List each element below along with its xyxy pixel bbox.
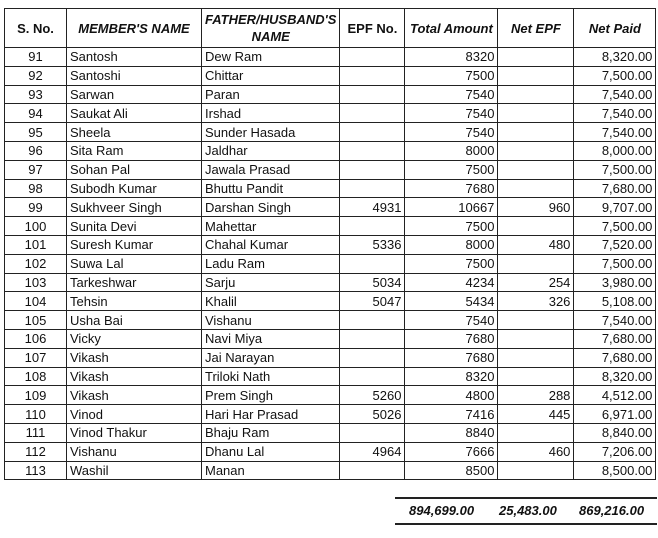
cell-sn: 91: [5, 48, 67, 67]
cell-sn: 100: [5, 217, 67, 236]
cell-sn: 106: [5, 329, 67, 348]
cell-net-paid: 7,540.00: [574, 123, 656, 142]
cell-member-name: Vinod: [67, 405, 202, 424]
table-row: [5, 461, 656, 480]
cell-epf-no: 5034: [340, 273, 405, 292]
cell-epf-no: [340, 48, 405, 67]
cell-epf-no: [340, 217, 405, 236]
cell-total-amount: 7680: [405, 329, 498, 348]
table-row: [5, 386, 656, 405]
cell-net-epf: 326: [498, 292, 574, 311]
cell-net-paid: 6,971.00: [574, 405, 656, 424]
cell-sn: 104: [5, 292, 67, 311]
cell-net-epf: [498, 85, 574, 104]
cell-net-epf: [498, 367, 574, 386]
cell-sn: 107: [5, 348, 67, 367]
cell-epf-no: [340, 66, 405, 85]
table-row: [5, 423, 656, 442]
cell-member-name: Vishanu: [67, 442, 202, 461]
table-row: [5, 254, 656, 273]
header-epf-no: EPF No.: [340, 9, 405, 48]
cell-net-paid: 7,680.00: [574, 348, 656, 367]
cell-net-epf: 445: [498, 405, 574, 424]
cell-total-amount: 7680: [405, 179, 498, 198]
cell-father-husband-name: Sarju: [202, 273, 340, 292]
cell-sn: 92: [5, 66, 67, 85]
cell-sn: 101: [5, 235, 67, 254]
cell-net-paid: 7,540.00: [574, 311, 656, 330]
cell-epf-no: [340, 311, 405, 330]
cell-epf-no: [340, 160, 405, 179]
cell-sn: 95: [5, 123, 67, 142]
cell-sn: 97: [5, 160, 67, 179]
cell-epf-no: [340, 85, 405, 104]
cell-member-name: Tehsin: [67, 292, 202, 311]
cell-epf-no: 5336: [340, 235, 405, 254]
cell-member-name: Sunita Devi: [67, 217, 202, 236]
cell-sn: 96: [5, 141, 67, 160]
cell-total-amount: 8320: [405, 367, 498, 386]
cell-father-husband-name: Mahettar: [202, 217, 340, 236]
cell-sn: 105: [5, 311, 67, 330]
cell-father-husband-name: Jaldhar: [202, 141, 340, 160]
table-row: [5, 329, 656, 348]
cell-net-paid: 5,108.00: [574, 292, 656, 311]
table-row: [5, 367, 656, 386]
cell-net-epf: [498, 160, 574, 179]
cell-father-husband-name: Bhaju Ram: [202, 423, 340, 442]
cell-epf-no: 4964: [340, 442, 405, 461]
cell-father-husband-name: Darshan Singh: [202, 198, 340, 217]
cell-net-epf: 254: [498, 273, 574, 292]
cell-sn: 109: [5, 386, 67, 405]
cell-net-paid: 9,707.00: [574, 198, 656, 217]
table-row: [5, 217, 656, 236]
table-row: [5, 160, 656, 179]
cell-net-epf: [498, 217, 574, 236]
cell-member-name: Sohan Pal: [67, 160, 202, 179]
cell-father-husband-name: Navi Miya: [202, 329, 340, 348]
cell-member-name: Santosh: [67, 48, 202, 67]
cell-epf-no: 4931: [340, 198, 405, 217]
cell-net-paid: 7,500.00: [574, 66, 656, 85]
table-row: [5, 85, 656, 104]
cell-member-name: Sarwan: [67, 85, 202, 104]
cell-sn: 94: [5, 104, 67, 123]
cell-epf-no: [340, 254, 405, 273]
cell-epf-no: [340, 141, 405, 160]
cell-net-epf: [498, 254, 574, 273]
cell-epf-no: [340, 367, 405, 386]
cell-net-paid: 8,320.00: [574, 367, 656, 386]
cell-net-paid: 7,500.00: [574, 254, 656, 273]
table-row: [5, 273, 656, 292]
table-row: [5, 48, 656, 67]
cell-member-name: Usha Bai: [67, 311, 202, 330]
member-payment-table: [4, 8, 656, 480]
cell-member-name: Saukat Ali: [67, 104, 202, 123]
total-amount-sum: 894,699.00: [409, 503, 475, 518]
cell-net-paid: 7,540.00: [574, 104, 656, 123]
cell-total-amount: 7666: [405, 442, 498, 461]
cell-father-husband-name: Jai Narayan: [202, 348, 340, 367]
net-paid-sum: 869,216.00: [579, 503, 645, 518]
cell-net-paid: 7,680.00: [574, 329, 656, 348]
cell-sn: 93: [5, 85, 67, 104]
cell-father-husband-name: Ladu Ram: [202, 254, 340, 273]
cell-member-name: Sheela: [67, 123, 202, 142]
cell-sn: 111: [5, 423, 67, 442]
cell-father-husband-name: Triloki Nath: [202, 367, 340, 386]
cell-sn: 113: [5, 461, 67, 480]
cell-member-name: Washil: [67, 461, 202, 480]
cell-father-husband-name: Dhanu Lal: [202, 442, 340, 461]
cell-father-husband-name: Paran: [202, 85, 340, 104]
cell-father-husband-name: Vishanu: [202, 311, 340, 330]
cell-net-paid: 4,512.00: [574, 386, 656, 405]
cell-net-paid: 8,500.00: [574, 461, 656, 480]
cell-net-epf: [498, 66, 574, 85]
header-total-amount: Total Amount: [405, 9, 498, 48]
table-row: [5, 123, 656, 142]
cell-net-epf: 288: [498, 386, 574, 405]
cell-member-name: Vikash: [67, 386, 202, 405]
cell-member-name: Sita Ram: [67, 141, 202, 160]
cell-member-name: Vikash: [67, 348, 202, 367]
header-member-name: MEMBER'S NAME: [67, 9, 202, 48]
cell-sn: 108: [5, 367, 67, 386]
cell-father-husband-name: Chittar: [202, 66, 340, 85]
table-row: [5, 104, 656, 123]
cell-epf-no: [340, 179, 405, 198]
cell-sn: 99: [5, 198, 67, 217]
cell-total-amount: 7500: [405, 254, 498, 273]
cell-total-amount: 8000: [405, 141, 498, 160]
cell-total-amount: 5434: [405, 292, 498, 311]
cell-father-husband-name: Prem Singh: [202, 386, 340, 405]
table-row: [5, 198, 656, 217]
cell-total-amount: 7500: [405, 66, 498, 85]
cell-member-name: Sukhveer Singh: [67, 198, 202, 217]
cell-net-epf: [498, 329, 574, 348]
cell-father-husband-name: Jawala Prasad: [202, 160, 340, 179]
cell-epf-no: 5047: [340, 292, 405, 311]
cell-member-name: Santoshi: [67, 66, 202, 85]
cell-total-amount: 7500: [405, 160, 498, 179]
cell-net-epf: 480: [498, 235, 574, 254]
cell-net-paid: 7,500.00: [574, 160, 656, 179]
cell-father-husband-name: Dew Ram: [202, 48, 340, 67]
header-net-epf: Net EPF: [498, 9, 574, 48]
cell-total-amount: 8500: [405, 461, 498, 480]
cell-net-epf: [498, 461, 574, 480]
cell-member-name: Suresh Kumar: [67, 235, 202, 254]
cell-epf-no: [340, 348, 405, 367]
cell-total-amount: 7680: [405, 348, 498, 367]
cell-net-paid: 8,000.00: [574, 141, 656, 160]
cell-father-husband-name: Sunder Hasada: [202, 123, 340, 142]
totals-row: [395, 497, 657, 525]
cell-net-epf: [498, 123, 574, 142]
cell-total-amount: 4234: [405, 273, 498, 292]
cell-total-amount: 4800: [405, 386, 498, 405]
header-net-paid: Net Paid: [574, 9, 656, 48]
cell-member-name: Subodh Kumar: [67, 179, 202, 198]
cell-net-epf: [498, 48, 574, 67]
header-father-husband-name: FATHER/HUSBAND'S NAME: [202, 9, 340, 48]
cell-father-husband-name: Bhuttu Pandit: [202, 179, 340, 198]
header-row: [5, 9, 656, 48]
net-epf-sum: 25,483.00: [499, 503, 557, 518]
table-row: [5, 348, 656, 367]
cell-father-husband-name: Manan: [202, 461, 340, 480]
cell-net-paid: 8,320.00: [574, 48, 656, 67]
cell-member-name: Vicky: [67, 329, 202, 348]
cell-net-epf: [498, 179, 574, 198]
cell-sn: 112: [5, 442, 67, 461]
cell-sn: 103: [5, 273, 67, 292]
cell-net-epf: [498, 141, 574, 160]
cell-epf-no: [340, 423, 405, 442]
table-row: [5, 311, 656, 330]
cell-father-husband-name: Chahal Kumar: [202, 235, 340, 254]
cell-total-amount: 8320: [405, 48, 498, 67]
table-row: [5, 442, 656, 461]
cell-father-husband-name: Hari Har Prasad: [202, 405, 340, 424]
cell-epf-no: [340, 461, 405, 480]
cell-epf-no: 5260: [340, 386, 405, 405]
cell-net-paid: 8,840.00: [574, 423, 656, 442]
table-row: [5, 292, 656, 311]
cell-epf-no: [340, 104, 405, 123]
cell-total-amount: 7540: [405, 104, 498, 123]
cell-epf-no: [340, 329, 405, 348]
header-sn: S. No.: [5, 9, 67, 48]
cell-father-husband-name: Irshad: [202, 104, 340, 123]
cell-net-paid: 7,500.00: [574, 217, 656, 236]
cell-father-husband-name: Khalil: [202, 292, 340, 311]
cell-total-amount: 7416: [405, 405, 498, 424]
cell-total-amount: 8000: [405, 235, 498, 254]
cell-net-epf: [498, 348, 574, 367]
cell-net-paid: 7,540.00: [574, 85, 656, 104]
cell-net-paid: 7,680.00: [574, 179, 656, 198]
cell-total-amount: 7500: [405, 217, 498, 236]
cell-epf-no: [340, 123, 405, 142]
cell-net-epf: [498, 423, 574, 442]
cell-member-name: Vinod Thakur: [67, 423, 202, 442]
table-row: [5, 235, 656, 254]
table-row: [5, 66, 656, 85]
cell-total-amount: 7540: [405, 123, 498, 142]
cell-member-name: Suwa Lal: [67, 254, 202, 273]
cell-sn: 110: [5, 405, 67, 424]
cell-epf-no: 5026: [340, 405, 405, 424]
cell-net-epf: [498, 311, 574, 330]
cell-net-epf: 460: [498, 442, 574, 461]
table-row: [5, 179, 656, 198]
cell-total-amount: 8840: [405, 423, 498, 442]
cell-sn: 98: [5, 179, 67, 198]
cell-total-amount: 10667: [405, 198, 498, 217]
cell-net-paid: 7,520.00: [574, 235, 656, 254]
table-row: [5, 141, 656, 160]
cell-member-name: Vikash: [67, 367, 202, 386]
table-row: [5, 405, 656, 424]
cell-net-epf: 960: [498, 198, 574, 217]
cell-sn: 102: [5, 254, 67, 273]
cell-member-name: Tarkeshwar: [67, 273, 202, 292]
cell-net-paid: 3,980.00: [574, 273, 656, 292]
cell-total-amount: 7540: [405, 311, 498, 330]
cell-net-epf: [498, 104, 574, 123]
cell-total-amount: 7540: [405, 85, 498, 104]
cell-net-paid: 7,206.00: [574, 442, 656, 461]
